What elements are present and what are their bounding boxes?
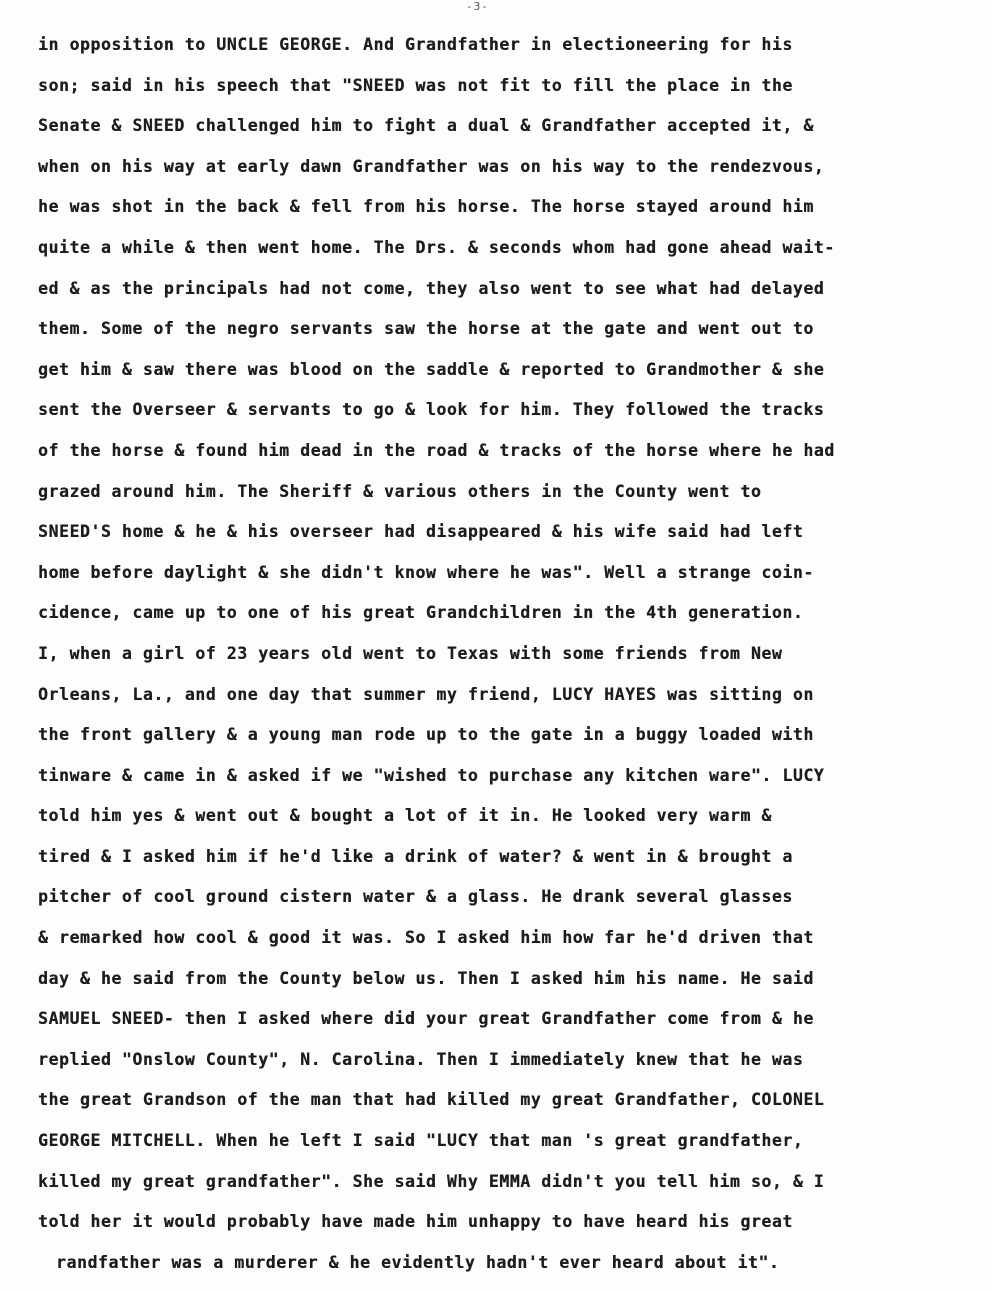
- text-line: Senate & SNEED challenged him to fight a dual & Grandfather accepted it, &: [38, 116, 814, 136]
- text-line: home before daylight & she didn't know where he was". Well a strange coin-: [38, 562, 814, 582]
- text-line: grazed around him. The Sheriff & various others in the County went to: [38, 481, 762, 501]
- text-line: & remarked how cool & good it was. So I asked him how far he'd driven that: [38, 928, 814, 948]
- typewritten-text: [38, 25, 968, 1283]
- text-line: them. Some of the negro servants saw the horse at the gate and went out to: [38, 319, 814, 339]
- text-line: pitcher of cool ground cistern water & a glass. He drank several glasses: [38, 887, 793, 907]
- text-line: killed my great grandfather". She said Why EMMA didn't you tell him so, & I: [38, 1171, 825, 1191]
- text-line: the great Grandson of the man that had killed my great Grandfather, COLONEL: [38, 1090, 825, 1110]
- text-line: day & he said from the County below us. Then I asked him his name. He said: [38, 968, 814, 988]
- text-line: ed & as the principals had not come, they also went to see what had delayed: [38, 278, 825, 298]
- text-line: randfather was a murderer & he evidently hadn't ever heard about it".: [56, 1252, 780, 1272]
- text-line: in opposition to UNCLE GEORGE. And Grandfather in electioneering for his: [38, 35, 793, 54]
- text-line: sent the Overseer & servants to go & look for him. They followed the tracks: [38, 400, 825, 420]
- text-line: get him & saw there was blood on the saddle & reported to Grandmother & she: [38, 359, 825, 379]
- text-line: of the horse & found him dead in the road & tracks of the horse where he had: [38, 440, 835, 460]
- text-line: GEORGE MITCHELL. When he left I said "LUCY that man 's great grandfather,: [38, 1131, 804, 1151]
- text-line: told him yes & went out & bought a lot of it in. He looked very warm &: [38, 806, 772, 826]
- text-line: he was shot in the back & fell from his horse. The horse stayed around him: [38, 197, 814, 217]
- text-line: tired & I asked him if he'd like a drink of water? & went in & brought a: [38, 846, 793, 866]
- text-line: replied "Onslow County", N. Carolina. Then I immediately knew that he was: [38, 1049, 804, 1069]
- text-line: told her it would probably have made him unhappy to have heard his great: [38, 1212, 793, 1232]
- text-line: quite a while & then went home. The Drs. & seconds whom had gone ahead wait-: [38, 237, 835, 257]
- text-line: son; said in his speech that "SNEED was not fit to fill the place in the: [38, 75, 793, 95]
- text-line: tinware & came in & asked if we "wished to purchase any kitchen ware". LUCY: [38, 765, 825, 785]
- page-number: -3-: [466, 0, 489, 13]
- text-line: when on his way at early dawn Grandfather was on his way to the rendezvous,: [38, 156, 825, 176]
- text-line: SNEED'S home & he & his overseer had disappeared & his wife said had left: [38, 522, 804, 542]
- text-line: the front gallery & a young man rode up to the gate in a buggy loaded with: [38, 725, 814, 745]
- text-line: cidence, came up to one of his great Grandchildren in the 4th generation.: [38, 603, 804, 623]
- text-line: I, when a girl of 23 years old went to Texas with some friends from New: [38, 643, 783, 663]
- text-line: SAMUEL SNEED- then I asked where did your great Grandfather come from & he: [38, 1009, 814, 1029]
- text-line: Orleans, La., and one day that summer my friend, LUCY HAYES was sitting on: [38, 684, 814, 704]
